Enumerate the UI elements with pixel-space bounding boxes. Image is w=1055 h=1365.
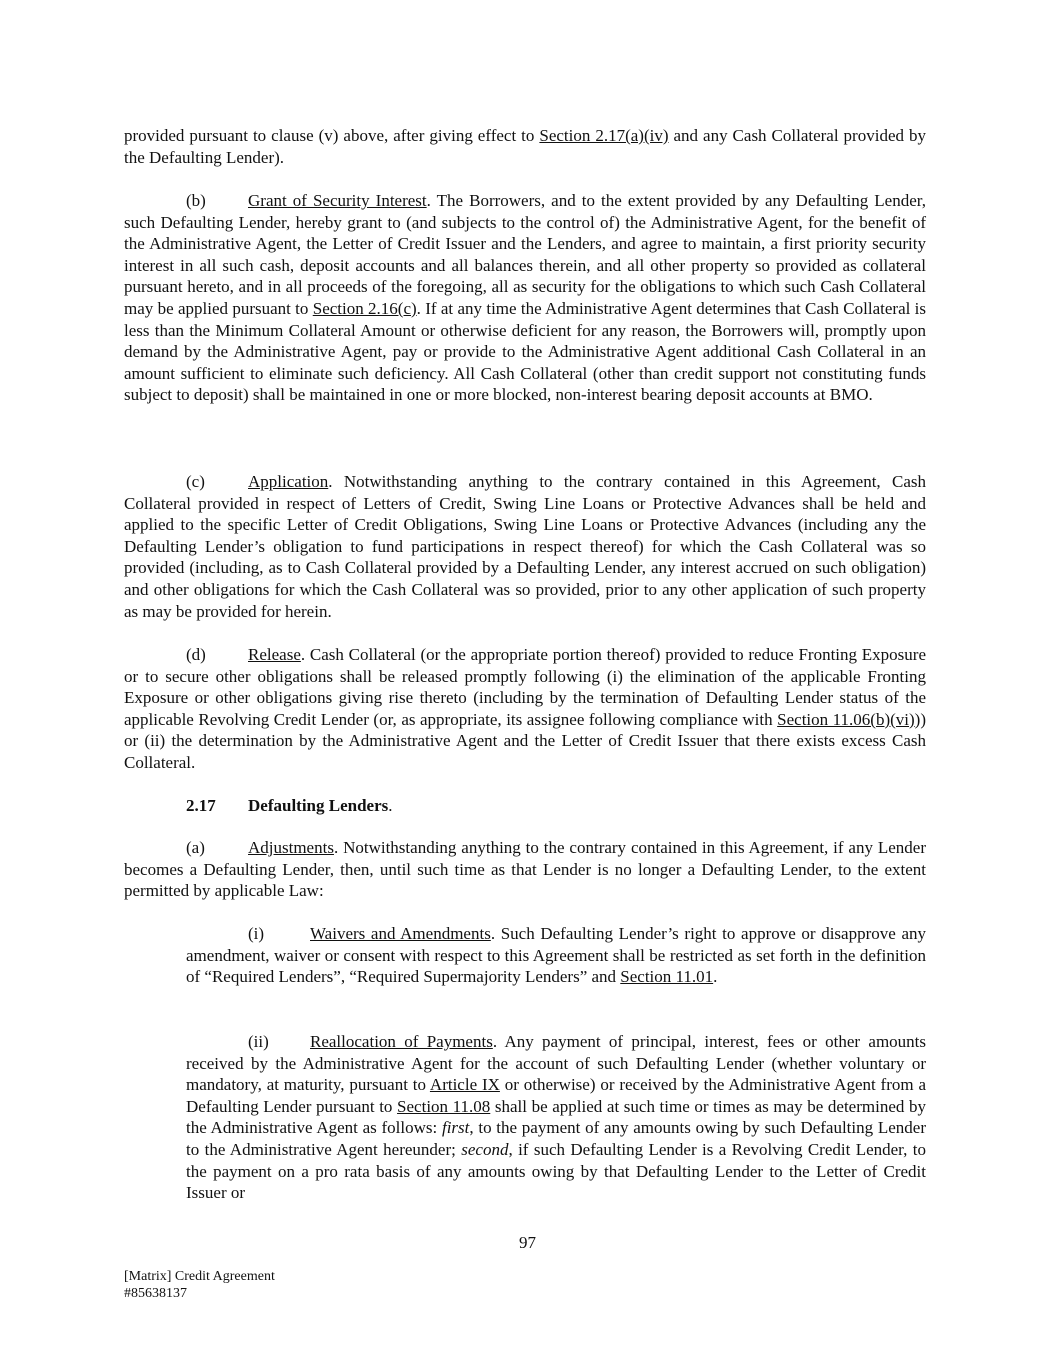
text: . Cash Collateral (or the appropriate portion thereof) provided to reduce Fronting Exposure or to secure other obligations shall be released promptly following (i) the elimination of the applicable Fronting Exposure or other obligations giving rise thereto (including by the termination of Defaulting Lender status of the applicable Revolving Credit Lender (or, as appropriate, its assignee following compliance with [124,645,926,729]
text: or otherwise) or received by the Administrative Agent from a Defaulting Lender pursuant to [186,1075,926,1116]
paragraph-d [124,644,926,774]
footer [124,1268,275,1302]
section-reference-link[interactable]: Section 11.01 [620,967,714,987]
clause-label: (d) [186,645,206,664]
paragraph-i [186,923,926,988]
text: . Notwithstanding anything to the contrary contained in this Agreement, Cash Collateral provided in respect of Letters of Credit, Swing Line Loans or Protective Advances shall be held and applied to the specific Letter of Credit Obligations, Swing Line Loans or Protective Advances (including any the Defaulting Lender’s obligation to fund participations in respect thereof) for which the Cash Collateral was so provided (including, as to Cash Collateral provided by a Defaulting Lender, any interest accrued on such obligation) and other obligations for which the Cash Collateral was so provided, prior to any other application of such property as may be provided for herein. [124,472,926,621]
paragraph-a [124,837,926,902]
section-reference-link[interactable]: Section 11.06(b)(vi) [777,709,915,729]
paragraph-ii [186,1031,926,1204]
text: , if such Defaulting Lender is a Revolving Credit Lender, to the payment on a pro rata basis of any amounts owing by that Defaulting Lender to the Letter of Credit Issuer or [186,1139,927,1203]
text: . Any payment of principal, interest, fees or other amounts received by the Administrative Agent for the account of such Defaulting Lender (whether voluntary or mandatory, at maturity, pursuant to [186,1032,927,1095]
clause-label: (a) [186,838,205,857]
clause-label: (ii) [248,1032,269,1051]
text: provided pursuant to clause (v) above, after giving effect to [124,126,540,145]
clause-title: Waivers and Amendments [310,924,491,943]
page-number: 97 [519,1233,536,1252]
article-reference-link[interactable]: Article IX [429,1075,500,1095]
section-title: Defaulting Lenders [248,796,389,815]
section-heading [186,795,393,817]
paragraph-b [124,190,926,406]
emphasis: first [441,1118,470,1138]
text: . The Borrowers, and to the extent provided by any Defaulting Lender, such Defaulting Lender, hereby grant to (and subjects to the control of) the Administrative Agent, for the benefit of the Administrative Agent, the Letter of Credit Issuer and the Lenders, and agree to maintain, a first priority security interest in all such cash, deposit accounts and all balances therein, and all other property so provided as collateral pursuant hereto, and in all proceeds of the foregoing, all as security for the obligations to which such Cash Collateral may be applied pursuant to [124,191,926,318]
clause-title: Adjustments [248,838,334,857]
clause-title: Application [248,472,329,491]
footer-document-title: [Matrix] Credit Agreement [124,1269,275,1284]
text: . [713,967,718,987]
text: . [388,796,393,815]
clause-label: (c) [186,472,205,491]
clause-label: (b) [186,191,206,210]
section-reference-link[interactable]: Section 2.17(a)(iv) [539,126,669,145]
text: shall be applied at such time or times as may be determined by the Administrative Agent as follows: [186,1096,926,1138]
clause-title: Reallocation of Payments [310,1032,493,1051]
text: , to the payment of any amounts owing by such Defaulting Lender to the Administrative Agent hereunder; [186,1118,926,1159]
text: and any Cash Collateral provided by the Defaulting Lender). [124,126,926,167]
clause-label: (i) [248,924,265,943]
section-number: 2.17 [186,796,216,815]
footer-document-id: #85638137 [124,1286,187,1301]
clause-title: Grant of Security Interest [248,191,427,210]
paragraph-continuation [124,125,926,168]
section-reference-link[interactable]: Section 2.16(c) [312,298,417,318]
text: . If at any time the Administrative Agent determines that Cash Collateral is less than the Minimum Collateral Amount or otherwise deficient for any reason, the Borrowers will, promptly upon demand by the Administrative Agent, pay or provide to the Administrative Agent additional Cash Collateral in an amount sufficient to eliminate such deficiency. All Cash Collateral (other than credit support not constituting funds subject to deposit) shall be maintained in one or more blocked, non-interest bearing deposit accounts at BMO. [124,298,927,405]
text: . Such Defaulting Lender’s right to approve or disapprove any amendment, waiver or consent with respect to this Agreement shall be restricted as set forth in the definition of “Required Lenders”, “Required Supermajority Lenders” and [186,924,926,987]
emphasis: second [461,1139,509,1159]
clause-title: Release [248,645,301,664]
text: . Notwithstanding anything to the contrary contained in this Agreement, if any Lender becomes a Defaulting Lender, then, until such time as that Lender is no longer a Defaulting Lender, to the extent permitted by applicable Law: [124,838,926,901]
text: )) or (ii) the determination by the Administrative Agent and the Letter of Credit Issuer that there exists excess Cash Collateral. [124,709,926,772]
section-reference-link[interactable]: Section 11.08 [397,1096,491,1116]
paragraph-c [124,471,926,622]
